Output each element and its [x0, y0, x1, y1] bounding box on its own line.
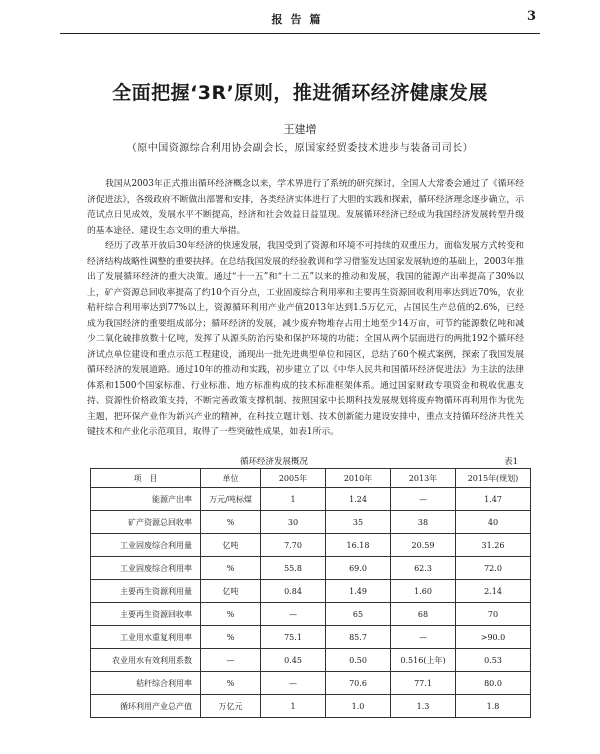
table-cell: 7.70 — [261, 534, 326, 557]
table-row — [91, 580, 531, 603]
table-cell: 35 — [326, 511, 391, 534]
table-cell: 20.59 — [391, 534, 456, 557]
table-cell: 80.0 — [456, 672, 531, 695]
paragraph-text: 经历了改革开放后30年经济的快速发展，我国受到了资源和环境不可持续的双重压力，面临发展方式转变和经济结构战略性调整的重要抉择。在总结我国发展的经验教训和学习借鉴发达国家发展轨迹的基础上，2003年推出了发展循环经济的重大决策。通过“十一五”和“十二五”以来的推动和发展，我国的能源产出率提高了30%以上，矿产资源总回收率提高了约10个百分点，工业固废综合利用率和主要再生资源回收利用率达到近70%，农业秸秆综合利用率达到77%以上，资源循环利用产业产值2013年达到1.5万亿元，占国民生产总值的2.6%，已经成为我国经济的重要组成部分；循环经济的发展，减少废弃物堆存占用土地至少14万亩，可节约能源数亿吨和减少二氧化硫排放数十亿吨，发挥了从源头防治污染和保护环境的功能；全国从两个层面进行的两批192个循环经济试点单位建设和重点示范工程建设，涌现出一批先进典型单位和园区，总结了60个模式案例，探索了我国发展循环经济的发展道路。通过10年的推动和实践，初步建立了以《中华人民共和国循环经济促进法》为主法的法律体系和1500个国家标准、行业标准、地方标准构成的技术标准框架体系。通过国家财政专项资金和税收优惠支持、资源性价格政策支持，不断完善政策支撑机制、按照国家中长期科技发展规划将废弃物循环再利用作为优先主题，把环保产业作为新兴产业的精神，在科技立题计划、技术创新能力建设安排中，重点支持循环经济共性关键技术和产业化示范项目，取得了一些突破性成果，如表1所示。 — [87, 241, 524, 437]
table-cell: 30 — [261, 511, 326, 534]
table-row — [91, 488, 531, 511]
table-cell: 62.3 — [391, 557, 456, 580]
header-cell: 2010年 — [326, 469, 391, 488]
table-cell: — — [201, 649, 261, 672]
table-cell: 0.53 — [456, 649, 531, 672]
table-cell: 亿吨 — [201, 580, 261, 603]
row-label: 主要再生资源回收率 — [91, 603, 201, 626]
table-cell: 亿吨 — [201, 534, 261, 557]
header-cell: 2005年 — [261, 469, 326, 488]
running-header — [60, 11, 540, 31]
table-row — [91, 672, 531, 695]
table-cell: 0.45 — [261, 649, 326, 672]
table-cell: 70 — [456, 603, 531, 626]
table-row — [91, 649, 531, 672]
table-cell: 65 — [326, 603, 391, 626]
table-cell: >90.0 — [456, 626, 531, 649]
table-cell: 2.14 — [456, 580, 531, 603]
table-cell: 1.0 — [326, 695, 391, 718]
table-cell: 31.26 — [456, 534, 531, 557]
table-cell: % — [201, 603, 261, 626]
table-cell: — — [391, 488, 456, 511]
table-cell: % — [201, 557, 261, 580]
paragraph-text: 我国从2003年正式推出循环经济概念以来，学术界进行了系统的研究探讨，全国人大常委会通过了《循环经济促进法》，各级政府不断做出部署和安排，各类经济实体进行了大胆的实践和探索，循环经济理念逐步确立，示范试点日见成效，发展水平不断提高，经济和社会效益日益显现。发展循环经济已经成为我国经济发展转型升级的基本途径、建设生态文明的重大举措。 — [87, 179, 524, 236]
table-cell: 72.0 — [456, 557, 531, 580]
table-cell: 0.516(上年) — [391, 649, 456, 672]
row-label: 能源产出率 — [91, 488, 201, 511]
row-label: 工业固废综合利用率 — [91, 557, 201, 580]
table-cell: 69.0 — [326, 557, 391, 580]
row-label: 工业固废综合利用量 — [91, 534, 201, 557]
table-cell: 68 — [391, 603, 456, 626]
table-cell: 1 — [261, 488, 326, 511]
data-table — [90, 468, 531, 718]
running-title: 报告篇 — [271, 13, 329, 26]
table-cell: 1.60 — [391, 580, 456, 603]
table-cell: 1.8 — [456, 695, 531, 718]
table-cell: — — [261, 672, 326, 695]
row-label: 工业用水重复利用率 — [91, 626, 201, 649]
table-cell: 1 — [261, 695, 326, 718]
table-row — [91, 511, 531, 534]
table-cell: 70.6 — [326, 672, 391, 695]
author-affiliation: （原中国资源综合利用协会副会长，原国家经贸委技术进步与装备司司长） — [126, 143, 474, 154]
table-cell: 1.49 — [326, 580, 391, 603]
table-cell: 1.3 — [391, 695, 456, 718]
body-paragraph-2 — [87, 239, 524, 441]
table-title: 循环经济发展概况 — [240, 457, 309, 467]
header-rule — [60, 33, 540, 34]
table-cell: 55.8 — [261, 557, 326, 580]
row-label: 农业用水有效利用系数 — [91, 649, 201, 672]
table-cell: 38 — [391, 511, 456, 534]
table-caption — [90, 455, 530, 468]
table-cell: 16.18 — [326, 534, 391, 557]
body-paragraph-1 — [87, 177, 524, 239]
table-row — [91, 695, 531, 718]
row-label: 矿产资源总回收率 — [91, 511, 201, 534]
header-cell: 项 目 — [91, 469, 201, 488]
header-cell: 2015年(规划) — [456, 469, 531, 488]
table-row — [91, 534, 531, 557]
row-label: 秸秆综合利用率 — [91, 672, 201, 695]
article-title: 全面把握‘3R’原则，推进循环经济健康发展 — [112, 82, 488, 104]
page-number: 3 — [526, 9, 536, 24]
table-cell: 万亿元 — [201, 695, 261, 718]
table-cell: % — [201, 626, 261, 649]
table-cell: 1.24 — [326, 488, 391, 511]
table-cell: — — [391, 626, 456, 649]
table-cell: 77.1 — [391, 672, 456, 695]
table-cell: % — [201, 511, 261, 534]
table-cell: % — [201, 672, 261, 695]
table-cell: 85.7 — [326, 626, 391, 649]
table-row — [91, 557, 531, 580]
table-cell: 万元/吨标煤 — [201, 488, 261, 511]
row-label: 循环利用产业总产值 — [91, 695, 201, 718]
row-label: 主要再生资源利用量 — [91, 580, 201, 603]
table-header-row — [91, 469, 531, 488]
header-cell: 单位 — [201, 469, 261, 488]
table-cell: 0.50 — [326, 649, 391, 672]
table-cell: — — [261, 603, 326, 626]
circular-economy-table — [90, 455, 530, 718]
table-cell: 0.84 — [261, 580, 326, 603]
table-cell: 1.47 — [456, 488, 531, 511]
table-cell: 40 — [456, 511, 531, 534]
table-row — [91, 603, 531, 626]
table-cell: 75.1 — [261, 626, 326, 649]
table-number: 表1 — [504, 457, 518, 467]
table-row — [91, 626, 531, 649]
header-cell: 2013年 — [391, 469, 456, 488]
article-author: 王建增 — [283, 123, 317, 136]
